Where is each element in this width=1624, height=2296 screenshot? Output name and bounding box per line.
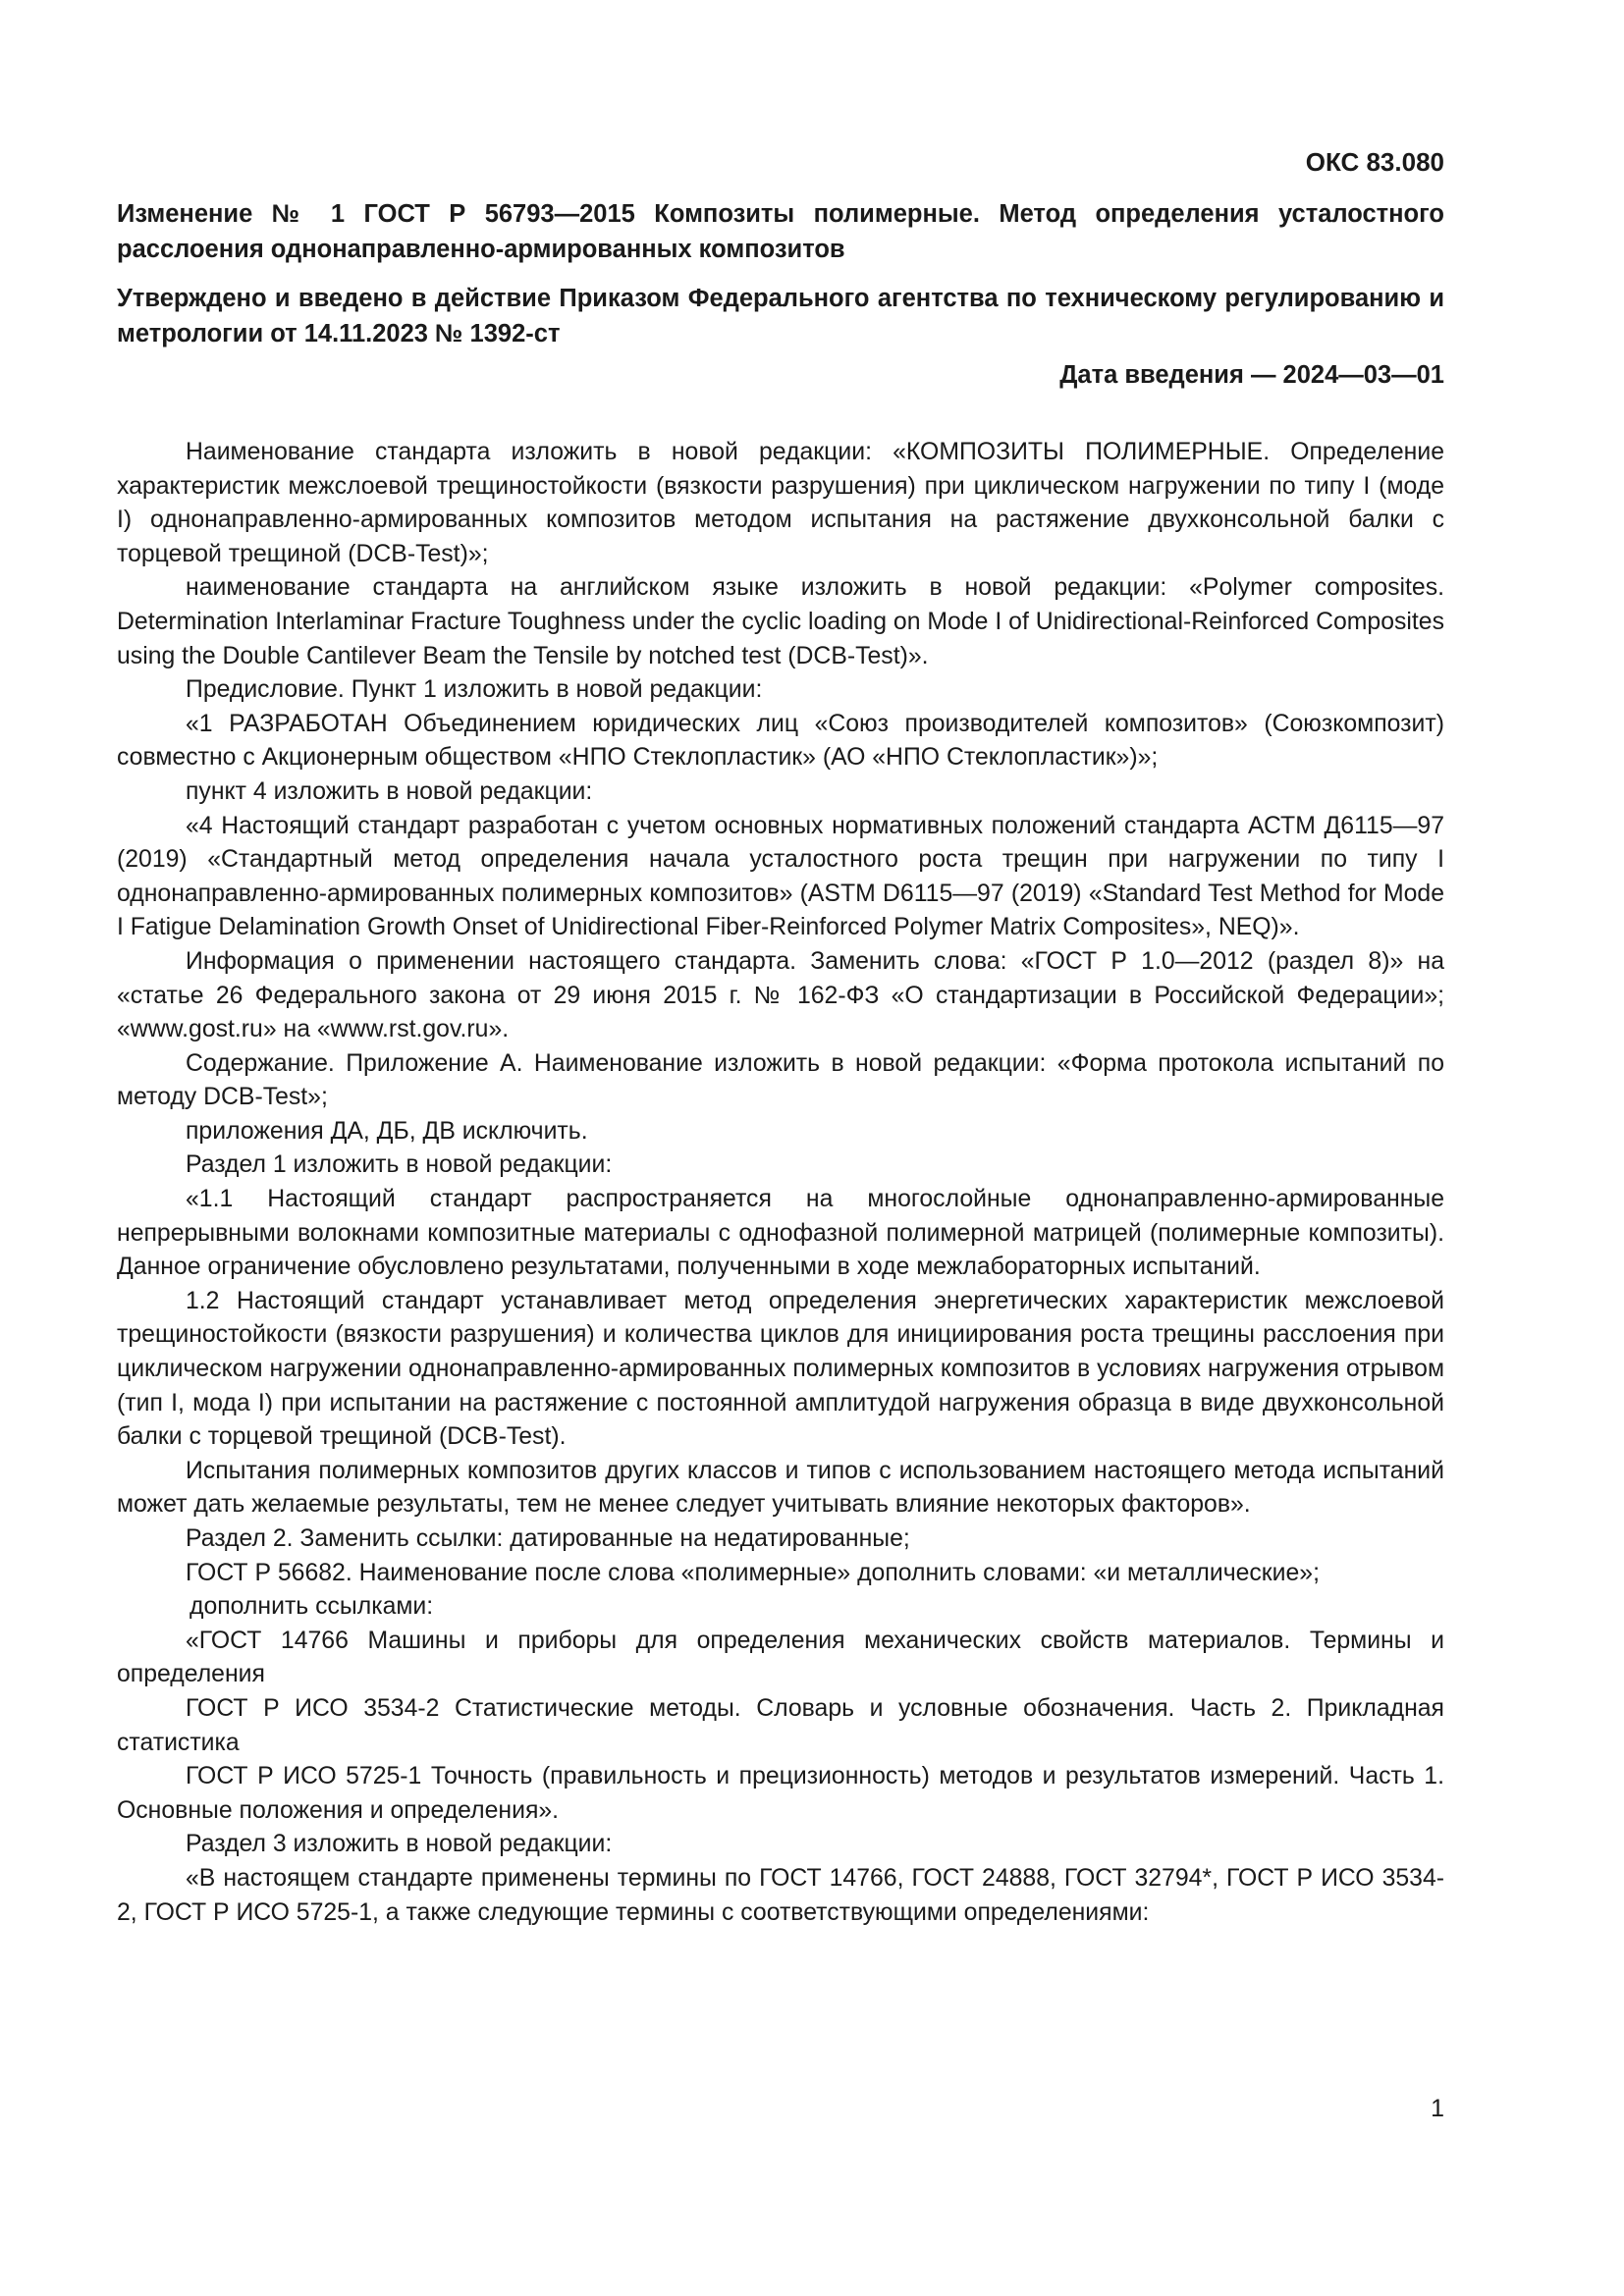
paragraph: «ГОСТ 14766 Машины и приборы для определения механических свойств материалов. Термины и определения bbox=[117, 1627, 1444, 1688]
introduction-date: Дата введения — 2024—03—01 bbox=[1059, 361, 1444, 389]
body-text bbox=[117, 436, 1444, 1930]
classification-code: ОКС 83.080 bbox=[1305, 147, 1444, 177]
amendment-title: Изменение № 1 ГОСТ Р 56793—2015 Композиты полимерные. Метод определения усталостного расслоения однонаправленно-армированных композитов bbox=[117, 200, 1444, 263]
paragraph: ГОСТ Р ИСО 5725-1 Точность (правильность и прецизионность) методов и результатов измерений. Часть 1. Основные положения и определения». bbox=[117, 1763, 1444, 1824]
paragraph: «1 РАЗРАБОТАН Объединением юридических лиц «Союз производителей композитов» (Союзкомпозит) совместно с Акционерным обществом «НПО Стеклопластик» (АО «НПО Стеклопластик»)»; bbox=[117, 710, 1444, 772]
paragraph: пункт 4 изложить в новой редакции: bbox=[186, 777, 593, 805]
paragraph: Испытания полимерных композитов других классов и типов с использованием настоящего метода испытаний может дать желаемые результаты, тем не менее следует учитывать влияние некоторых факторов». bbox=[117, 1457, 1444, 1519]
title-block bbox=[117, 196, 1444, 365]
paragraph: «В настоящем стандарте применены термины по ГОСТ 14766, ГОСТ 24888, ГОСТ 32794*, ГОСТ Р ИСО 3534-2, ГОСТ Р ИСО 5725-1, а также следующие термины с соответствующими определениями: bbox=[117, 1864, 1444, 1926]
document-page bbox=[117, 0, 1444, 2296]
paragraph: Наименование стандарта изложить в новой редакции: «КОМПОЗИТЫ ПОЛИМЕРНЫЕ. Определение характеристик межслоевой трещиностойкости (вязкости разрушения) при циклическом нагружении по типу I (моде I) однонаправленно-армированных композитов методом испытания на растяжение двухконсольной балки с торцевой трещиной (DCB-Test)»; bbox=[117, 439, 1444, 567]
paragraph: приложения ДА, ДБ, ДВ исключить. bbox=[186, 1117, 588, 1145]
paragraph: Содержание. Приложение А. Наименование изложить в новой редакции: «Форма протокола испытаний по методу DCB-Test»; bbox=[117, 1049, 1444, 1111]
paragraph: Раздел 3 изложить в новой редакции: bbox=[186, 1831, 613, 1858]
paragraph: наименование стандарта на английском языке изложить в новой редакции: «Polymer composites. Determination Interlaminar Fracture Toughness under the cyclic loading on Mode I of Unidirectional-Reinforced Composites using the Double Cantilever Beam the Tensile by notched test (DCB-Test)». bbox=[117, 574, 1444, 669]
paragraph: Информация о применении настоящего стандарта. Заменить слова: «ГОСТ Р 1.0—2012 (раздел 8)» на «статье 26 Федерального закона от 29 июня 2015 г. № 162-ФЗ «О стандартизации в Российской Федерации»; «www.gost.ru» на «www.rst.gov.ru». bbox=[117, 947, 1444, 1043]
paragraph: дополнить ссылками: bbox=[189, 1593, 434, 1621]
paragraph: Предисловие. Пункт 1 изложить в новой редакции: bbox=[186, 676, 763, 704]
page-number: 1 bbox=[1431, 2095, 1444, 2122]
paragraph: Раздел 2. Заменить ссылки: датированные на недатированные; bbox=[186, 1525, 910, 1552]
approval-statement: Утверждено и введено в действие Приказом Федерального агентства по техническому регулированию и метрологии от 14.11.2023 № 1392-ст bbox=[117, 285, 1444, 347]
paragraph: ГОСТ Р ИСО 3534-2 Статистические методы. Словарь и условные обозначения. Часть 2. Прикладная статистика bbox=[117, 1694, 1444, 1756]
paragraph: «4 Настоящий стандарт разработан с учетом основных нормативных положений стандарта АСТМ Д6115—97 (2019) «Стандартный метод определения начала усталостного роста трещин при нагружении по типу I однонаправленно-армированных полимерных композитов» (ASTM D6115—97 (2019) «Standard Test Method for Mode I Fatigue Delamination Growth Onset of Unidirectional Fiber-Reinforced Polymer Matrix Composites», NEQ)». bbox=[117, 812, 1444, 941]
paragraph: Раздел 1 изложить в новой редакции: bbox=[186, 1151, 613, 1179]
paragraph: «1.1 Настоящий стандарт распространяется на многослойные однонаправленно-армированные непрерывными волокнами композитные материалы с однофазной полимерной матрицей (полимерные композиты). Данное ограничение обусловлено результатами, полученными в ходе межлабораторных испытаний. bbox=[117, 1186, 1444, 1281]
paragraph: 1.2 Настоящий стандарт устанавливает метод определения энергетических характеристик межслоевой трещиностойкости (вязкости разрушения) и количества циклов для инициирования роста трещины расслоения при циклическом нагружении однонаправленно-армированных полимерных композитов в условиях нагружения отрывом (тип I, мода I) при испытании на растяжение с постоянной амплитудой нагружения образца в виде двухконсольной балки с торцевой трещиной (DCB-Test). bbox=[117, 1287, 1444, 1451]
paragraph: ГОСТ Р 56682. Наименование после слова «полимерные» дополнить словами: «и металлические»; bbox=[186, 1559, 1320, 1586]
